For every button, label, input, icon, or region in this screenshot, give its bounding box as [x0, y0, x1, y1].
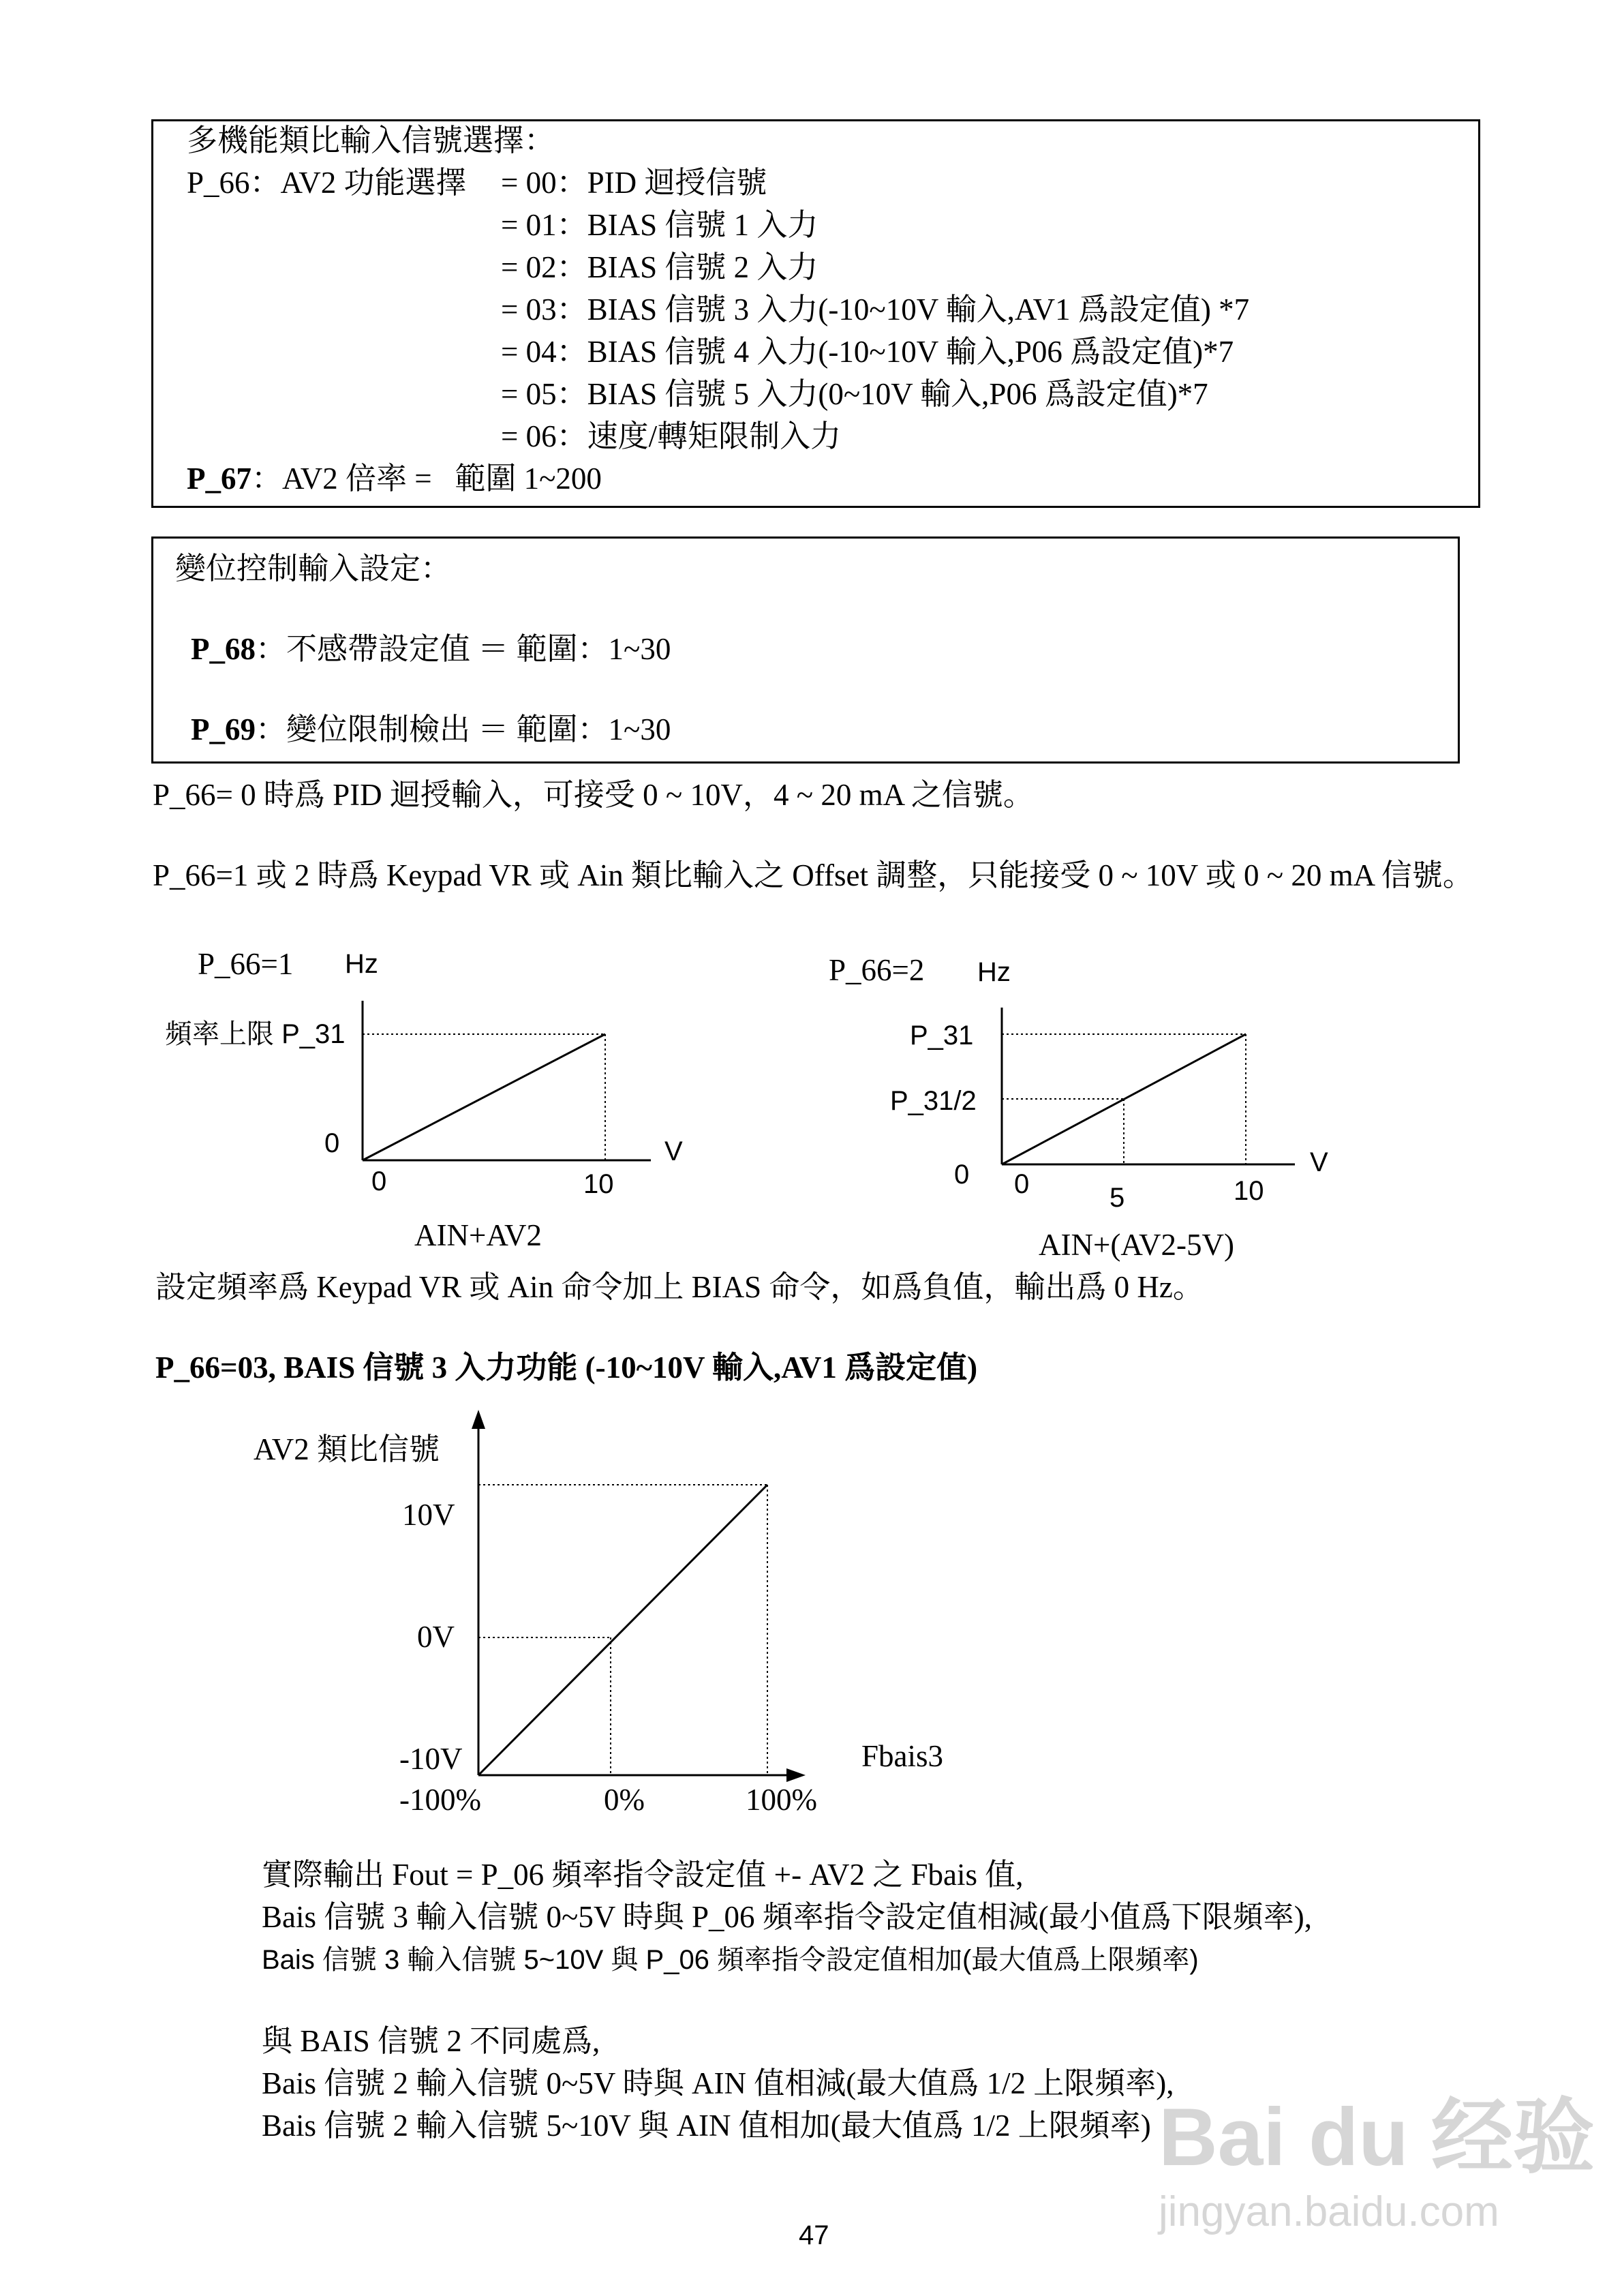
p69-code: P_69	[191, 712, 256, 746]
chart3-xtick-100: 100%	[746, 1783, 817, 1817]
chart3-xlabel: Fbais3	[861, 1739, 944, 1773]
watermark-logo: Bai du 经验	[1159, 2091, 1595, 2183]
chart3-ytick-10v: 10V	[402, 1498, 455, 1532]
bais3-subtract-note: Bais 信號 3 輸入信號 0~5V 時與 P_06 頻率指令設定值相減(最小值爲下限頻率),	[262, 1900, 1313, 1934]
p66-option-05: = 05：BIAS 信號 5 入力(0~10V 輸入,P06 爲設定值)*7	[501, 377, 1208, 411]
chart3-ytick-neg10v: -10V	[399, 1742, 463, 1776]
fout-formula: 實際輸出 Fout = P_06 頻率指令設定值 +- AV2 之 Fbais 值,	[262, 1858, 1024, 1892]
bais2-add-note: Bais 信號 2 輸入信號 5~10V 與 AIN 值相加(最大值爲 1/2 上限頻率)	[262, 2109, 1151, 2143]
chart1-ylabel: Hz	[345, 949, 378, 979]
chart2-xtick-ten: 10	[1234, 1176, 1264, 1206]
chart1-ytick-top: 頻率上限 P_31	[165, 1019, 346, 1049]
chart2-ylabel: Hz	[977, 957, 1011, 987]
chart1-xtick-zero: 0	[371, 1166, 387, 1196]
p66-option-06: = 06：速度/轉矩限制入力	[501, 419, 842, 453]
chart2-ytick-zero: 0	[954, 1160, 970, 1190]
chart1-xlabel: V	[664, 1136, 683, 1166]
chart3-ytick-0v: 0V	[417, 1620, 455, 1654]
chart3-series-line	[478, 1485, 767, 1775]
chart2-xtick-five: 5	[1110, 1183, 1125, 1213]
p66-0-description: P_66= 0 時爲 PID 迴授輸入，可接受 0 ~ 10V，4 ~ 20 mA 之信號。	[153, 778, 1034, 812]
p66-option-01: = 01：BIAS 信號 1 入力	[501, 208, 818, 242]
p66-option-04: = 04：BIAS 信號 4 入力(-10~10V 輸入,P06 爲設定值)*7	[501, 335, 1234, 369]
chart1-caption: AIN+AV2	[414, 1218, 542, 1252]
bais3-add-note: Bais 信號 3 輸入信號 5~10V 與 P_06 頻率指令設定值相加(最大值爲上限頻率)	[262, 1945, 1199, 1975]
chart1-ytick-zero: 0	[324, 1128, 340, 1158]
watermark-url: jingyan.baidu.com	[1159, 2188, 1499, 2235]
p66-03-heading: P_66=03, BAIS 信號 3 入力功能 (-10~10V 輸入,AV1 爲設定值)	[155, 1350, 978, 1385]
p66-option-03: = 03：BIAS 信號 3 入力(-10~10V 輸入,AV1 爲設定值) *7	[501, 292, 1250, 327]
chart3-x-arrowhead	[786, 1768, 806, 1782]
chart3-ylabel: AV2 類比信號	[254, 1432, 440, 1466]
setting-frequency-description: 設定頻率爲 Keypad VR 或 Ain 命令加上 BIAS 命令，如爲負值，輸出爲 0 Hz。	[155, 1270, 1204, 1304]
p66-label: P_66：AV2 功能選擇	[187, 166, 467, 200]
box1-heading: 多機能類比輸入信號選擇：	[187, 123, 555, 157]
chart2-xlabel: V	[1310, 1147, 1328, 1177]
chart3-y-arrowhead	[472, 1410, 485, 1429]
box2-heading: 變位控制輸入設定：	[175, 552, 452, 586]
p68-code: P_68	[191, 632, 256, 666]
p67-range: 範圍 1~200	[455, 462, 602, 496]
bais2-subtract-note: Bais 信號 2 輸入信號 0~5V 時與 AIN 值相減(最大值爲 1/2 上限頻率),	[262, 2066, 1174, 2100]
chart2-title: P_66=2	[829, 953, 925, 987]
p67-code: P_67	[187, 462, 251, 496]
chart3-xtick-0: 0%	[604, 1783, 645, 1817]
p69-rest: ：變位限制檢出 ＝ 範圍：1~30	[256, 712, 671, 746]
chart2-ytick-half: P_31/2	[890, 1086, 977, 1116]
page-number: 47	[799, 2220, 829, 2250]
chart1-xtick-ten: 10	[583, 1169, 614, 1199]
p68-rest: ：不感帶設定值 ＝ 範圍：1~30	[256, 632, 671, 666]
chart1-title: P_66=1	[198, 947, 294, 981]
chart3-xtick-neg100: -100%	[399, 1783, 481, 1817]
chart2-caption: AIN+(AV2-5V)	[1039, 1228, 1235, 1262]
bais2-difference-heading: 與 BAIS 信號 2 不同處爲,	[262, 2024, 600, 2058]
chart2-xtick-zero: 0	[1014, 1169, 1030, 1199]
p67-label: ：AV2 倍率 =	[251, 462, 432, 496]
chart2-ytick-top: P_31	[910, 1021, 974, 1051]
p66-option-00: = 00：PID 迴授信號	[501, 166, 767, 200]
p66-option-02: = 02：BIAS 信號 2 入力	[501, 250, 818, 284]
p66-1-2-description: P_66=1 或 2 時爲 Keypad VR 或 Ain 類比輸入之 Offset 調整，只能接受 0 ~ 10V 或 0 ~ 20 mA 信號。	[153, 858, 1473, 892]
